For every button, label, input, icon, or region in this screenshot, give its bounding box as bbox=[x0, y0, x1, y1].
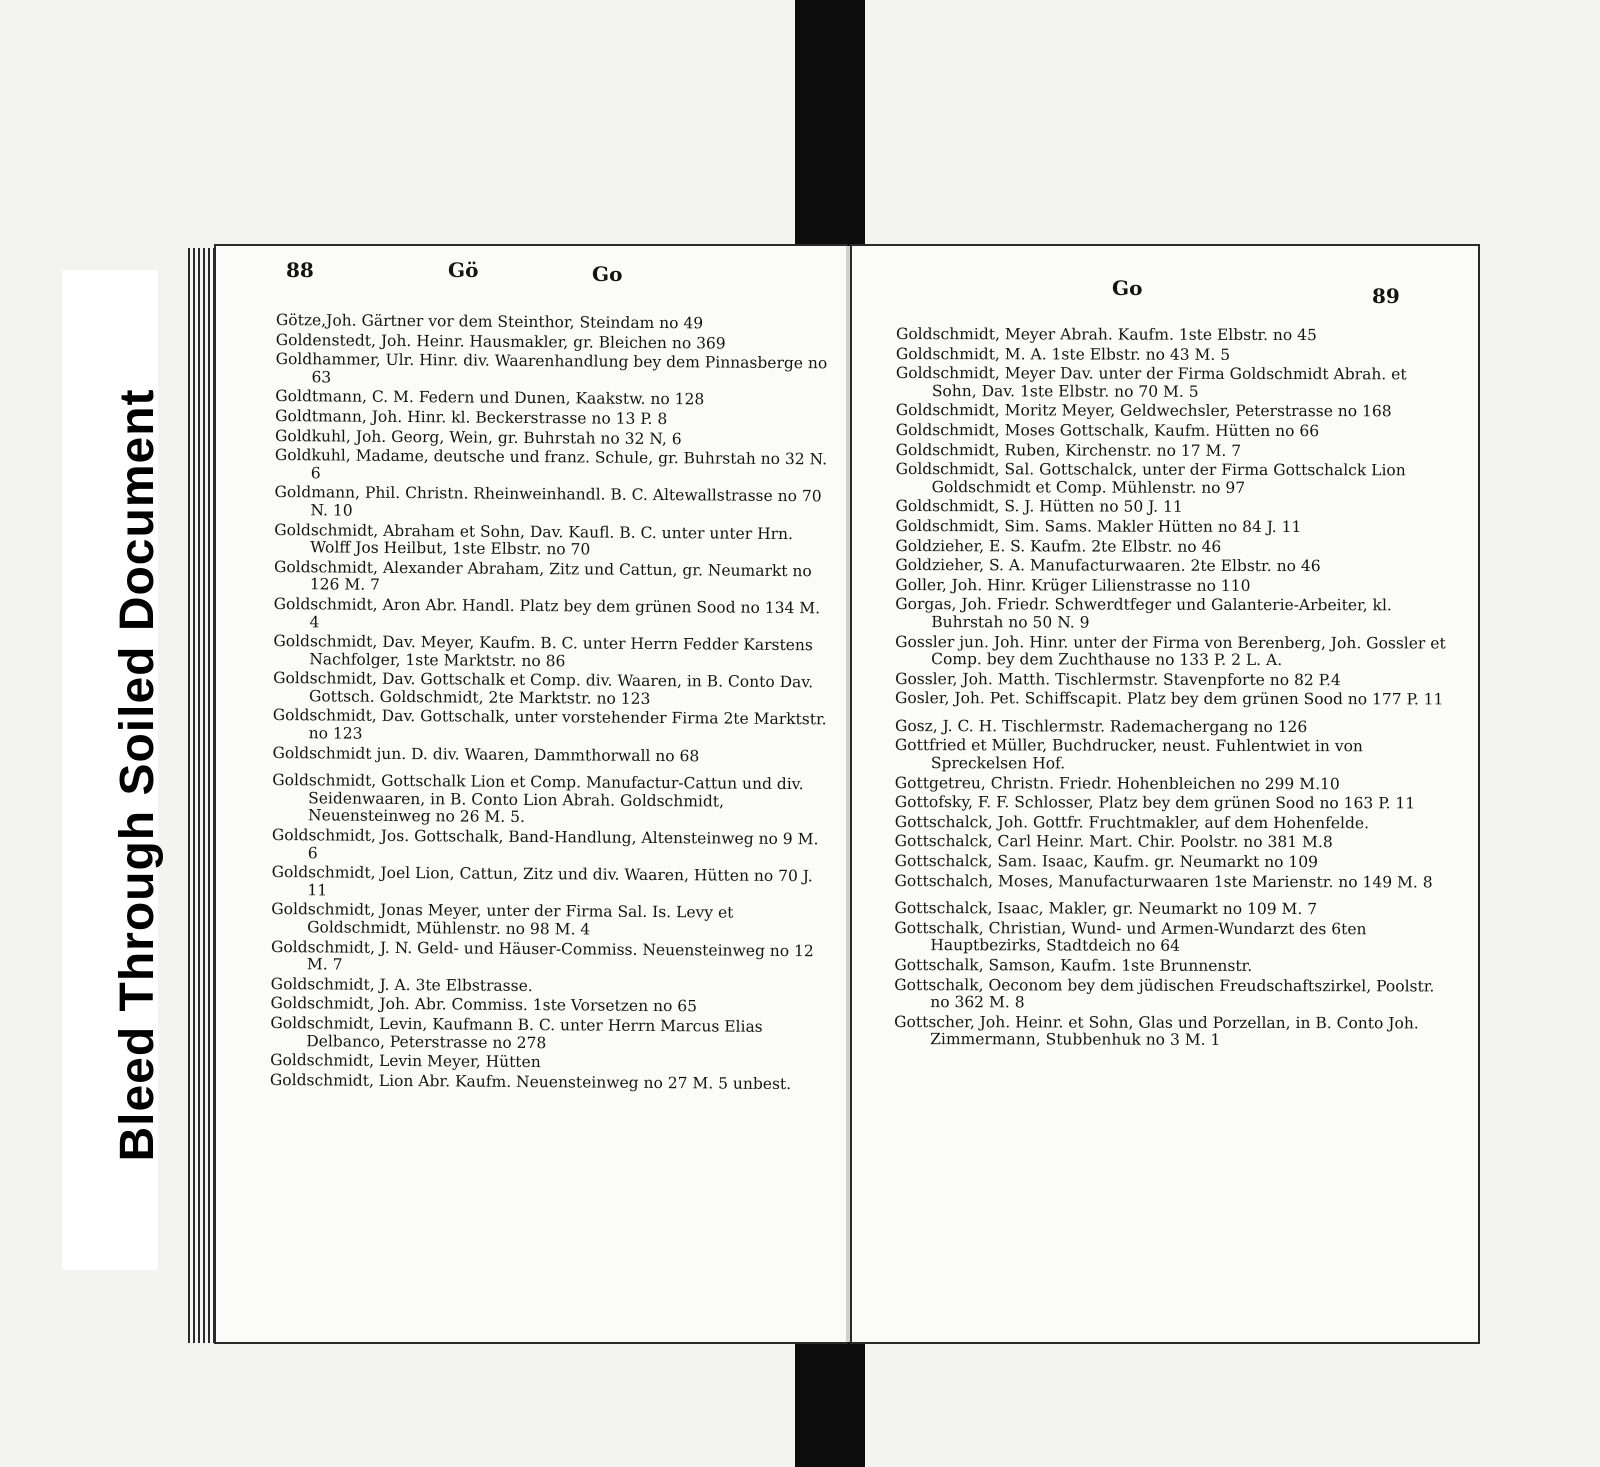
directory-entry: Gottfried et Müller, Buchdrucker, neust. Fuhlentwiet in von Spreckelsen Hof. bbox=[894, 736, 1363, 773]
directory-entry: Gossler jun. Joh. Hinr. unter der Firma von Berenberg, Joh. Gossler et Comp. bey dem Zuchthause no 133 P. 2 L. A. bbox=[895, 632, 1446, 670]
binding-strap-top bbox=[795, 0, 865, 246]
directory-entry: Goldschmidt, Aron Abr. Handl. Platz bey dem grünen Sood no 134 M. 4 bbox=[273, 594, 821, 631]
directory-entry: Gottgetreu, Christn. Friedr. Hohenbleichen no 299 M.10 bbox=[894, 773, 1340, 793]
directory-entry: Gossler, Joh. Matth. Tischlermstr. Stavenpforte no 82 P.4 bbox=[895, 669, 1341, 689]
directory-entry: Goldschmidt, Dav. Gottschalk, unter vorstehender Firma 2te Marktstr. no 123 bbox=[272, 706, 827, 743]
right-running-header: Go bbox=[1112, 276, 1143, 300]
directory-entry: Goldschmidt, Meyer Dav. unter der Firma Goldschmidt Abrah. et Sohn, Dav. 1ste Elbstr. no 70 M. 5 bbox=[895, 364, 1407, 401]
directory-entry: Goldmann, Phil. Christn. Rheinweinhandl. B. C. Altewallstrasse no 70 N. 10 bbox=[274, 483, 822, 520]
directory-entry: Gottofsky, F. F. Schlosser, Platz bey dem grünen Sood no 163 P. 11 bbox=[894, 793, 1416, 813]
directory-entry: Goldzieher, S. A. Manufacturwaaren. 2te Elbstr. no 46 bbox=[895, 556, 1321, 576]
right-page bbox=[852, 246, 1478, 1342]
directory-entry: Goldschmidt, Joel Lion, Cattun, Zitz und div. Waaren, Hütten no 70 J. 11 bbox=[271, 863, 813, 900]
directory-entry: Goldschmidt, M. A. 1ste Elbstr. no 43 M. 5 bbox=[895, 344, 1231, 364]
directory-entry: Goldschmidt, Sim. Sams. Makler Hütten no 84 J. 11 bbox=[895, 516, 1302, 536]
directory-entry: Goldschmidt, Jonas Meyer, unter der Firma Sal. Is. Levy et Goldschmidt, Mühlenstr. no 98 M. 4 bbox=[271, 900, 734, 939]
directory-entry: Goldschmidt, Meyer Abrah. Kaufm. 1ste Elbstr. no 45 bbox=[895, 325, 1317, 345]
right-entry-list bbox=[894, 326, 1456, 1052]
left-entry-list bbox=[270, 312, 834, 1096]
left-running-header-2: Go bbox=[592, 262, 623, 286]
directory-entry: Goldschmidt, Dav. Meyer, Kaufm. B. C. unter Herrn Fedder Karstens Nachfolger, 1ste Marktstr. no 86 bbox=[273, 632, 813, 670]
left-page bbox=[216, 246, 846, 1342]
directory-entry: Gottschalk, Oeconom bey dem jüdischen Freudschaftszirkel, Poolstr. no 362 M. 8 bbox=[894, 975, 1435, 1012]
right-page-number: 89 bbox=[1372, 284, 1400, 308]
directory-entry: Goldschmidt, Sal. Gottschalck, unter der Firma Gottschalck Lion Goldschmidt et Comp. Mühlenstr. no 97 bbox=[895, 460, 1406, 497]
directory-entry: Goller, Joh. Hinr. Krüger Lilienstrasse no 110 bbox=[895, 575, 1251, 595]
directory-entry: Goldschmidt, Levin Meyer, Hütten bbox=[270, 1051, 541, 1072]
directory-entry: Goldhammer, Ulr. Hinr. div. Waarenhandlung bey dem Pinnasberge no 63 bbox=[275, 350, 828, 387]
directory-entry: Gorgas, Joh. Friedr. Schwerdtfeger und Galanterie-Arbeiter, kl. Buhrstah no 50 N. 9 bbox=[895, 595, 1392, 632]
directory-entry: Gosz, J. C. H. Tischlermstr. Rademachergang no 126 bbox=[894, 716, 1308, 736]
directory-entry: Goldschmidt jun. D. div. Waaren, Dammthorwall no 68 bbox=[272, 743, 700, 765]
directory-entry: Goldkuhl, Joh. Georg, Wein, gr. Buhrstah no 32 N, 6 bbox=[274, 426, 682, 448]
directory-entry: Goldschmidt, Abraham et Sohn, Dav. Kaufl. B. C. unter unter Hrn. Wolff Jos Heilbut, 1ste Elbstr. no 70 bbox=[274, 520, 794, 559]
directory-entry: Goldtmann, C. M. Federn und Dunen, Kaakstw. no 128 bbox=[275, 387, 705, 409]
directory-entry: Gottschalck, Carl Heinr. Mart. Chir. Poolstr. no 381 M.8 bbox=[894, 832, 1333, 852]
directory-entry: Goldenstedt, Joh. Heinr. Hausmakler, gr. Bleichen no 369 bbox=[275, 330, 726, 353]
directory-entry: Gottschalk, Samson, Kaufm. 1ste Brunnenstr. bbox=[894, 955, 1253, 975]
directory-entry: Gottscher, Joh. Heinr. et Sohn, Glas und Porzellan, in B. Conto Joh. Zimmermann, Stubbenhuk no 3 M. 1 bbox=[894, 1012, 1419, 1050]
directory-entry: Goldschmidt, J. N. Geld- und Häuser-Commiss. Neuensteinweg no 12 M. 7 bbox=[270, 937, 814, 974]
directory-entry: Goldkuhl, Madame, deutsche und franz. Schule, gr. Buhrstah no 32 N. 6 bbox=[274, 446, 828, 483]
directory-entry: Götze,Joh. Gärtner vor dem Steinthor, Steindam no 49 bbox=[275, 311, 704, 333]
directory-entry: Goldschmidt, Moses Gottschalk, Kaufm. Hütten no 66 bbox=[895, 420, 1320, 441]
directory-entry: Goldzieher, E. S. Kaufm. 2te Elbstr. no 46 bbox=[895, 536, 1222, 556]
left-running-header-1: Gö bbox=[448, 258, 479, 282]
directory-entry: Goldschmidt, S. J. Hütten no 50 J. 11 bbox=[895, 497, 1183, 517]
directory-entry: Gottschalk, Christian, Wund- und Armen-Wundarzt des 6ten Hauptbezirks, Stadtdeich no 64 bbox=[894, 918, 1367, 956]
directory-entry: Goldschmidt, Lion Abr. Kaufm. Neuensteinweg no 27 M. 5 unbest. bbox=[269, 1070, 792, 1093]
directory-entry: Goldschmidt, Ruben, Kirchenstr. no 17 M. 7 bbox=[895, 440, 1242, 460]
directory-entry: Gottschalck, Isaac, Makler, gr. Neumarkt no 109 M. 7 bbox=[894, 899, 1318, 919]
watermark-label: Bleed Through Soiled Document bbox=[111, 388, 164, 1162]
directory-entry: Goldtmann, Joh. Hinr. kl. Beckerstrasse no 13 P. 8 bbox=[275, 406, 668, 429]
directory-entry: Goldschmidt, Alexander Abraham, Zitz und Cattun, gr. Neumarkt no 126 M. 7 bbox=[273, 557, 812, 595]
directory-entry: Gottschalck, Sam. Isaac, Kaufm. gr. Neumarkt no 109 bbox=[894, 852, 1319, 872]
directory-entry: Gottschalch, Moses, Manufacturwaaren 1ste Marienstr. no 149 M. 8 bbox=[894, 871, 1433, 892]
directory-entry: Goldschmidt, Levin, Kaufmann B. C. unter Herrn Marcus Elias Delbanco, Peterstrasse no 278 bbox=[270, 1013, 763, 1052]
directory-entry: Goldschmidt, J. A. 3te Elbstrasse. bbox=[270, 974, 533, 995]
directory-entry: Goldschmidt, Dav. Gottschalk et Comp. div. Waaren, in B. Conto Dav. Gottsch. Goldschmidt, 2te Marktstr. no 123 bbox=[273, 669, 814, 708]
directory-entry: Gosler, Joh. Pet. Schiffscapit. Platz bey dem grünen Sood no 177 P. 11 bbox=[895, 689, 1444, 709]
directory-entry: Goldschmidt, Moritz Meyer, Geldwechsler, Peterstrasse no 168 bbox=[895, 401, 1392, 421]
directory-entry: Gottschalck, Joh. Gottfr. Fruchtmakler, auf dem Hohenfelde. bbox=[894, 812, 1370, 833]
binding-strap-bottom bbox=[795, 1338, 865, 1467]
left-page-number: 88 bbox=[286, 258, 314, 282]
directory-entry: Goldschmidt, Gottschalk Lion et Comp. Manufactur-Cattun und div. Seidenwaaren, in B. Conto Lion Abrah. Goldschmidt, Neuensteinweg no 26 M. 5. bbox=[272, 771, 804, 827]
page-block-edge bbox=[188, 248, 218, 1343]
directory-entry: Goldschmidt, Joh. Abr. Commiss. 1ste Vorsetzen no 65 bbox=[270, 994, 698, 1016]
directory-entry: Goldschmidt, Jos. Gottschalk, Band-Handlung, Altensteinweg no 9 M. 6 bbox=[271, 826, 819, 862]
